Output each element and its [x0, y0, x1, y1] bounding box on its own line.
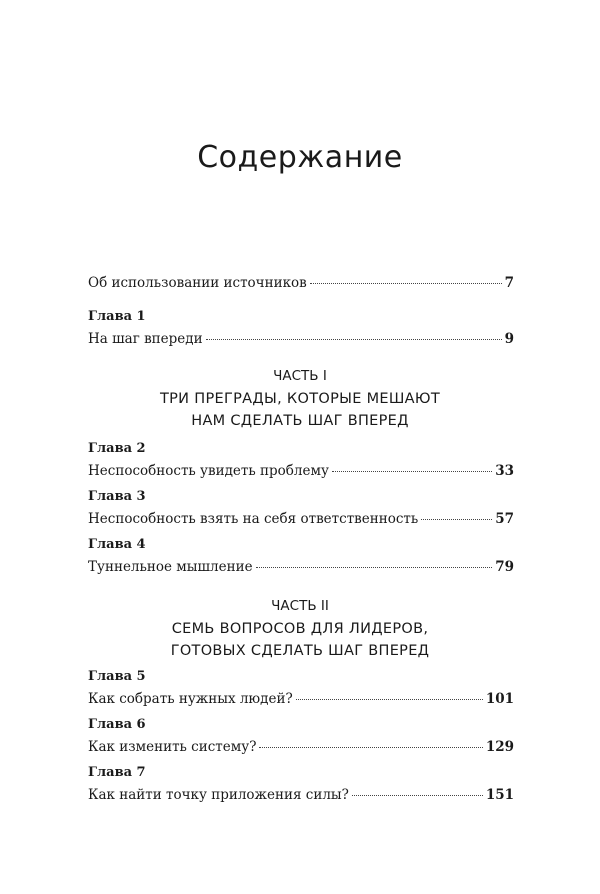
chapter-label: Глава 6	[88, 717, 146, 732]
toc-entry-title: Как собрать нужных людей?	[88, 691, 293, 707]
toc-entry-title: Неспособность увидеть проблему	[88, 463, 329, 479]
part-1-heading	[0, 366, 600, 432]
toc-entry-title: Об использовании источников	[88, 275, 307, 291]
chapter-label: Глава 5	[88, 669, 146, 684]
toc-page-number: 9	[504, 331, 514, 347]
toc-page-number: 79	[495, 559, 514, 575]
chapter-label: Глава 3	[88, 489, 146, 504]
part-2-heading	[0, 596, 600, 662]
dot-leader	[296, 698, 483, 700]
toc-page-number: 101	[485, 691, 514, 707]
toc-page-number: 151	[485, 787, 514, 803]
toc-page-number: 57	[495, 511, 514, 527]
toc-page-number: 7	[504, 275, 514, 291]
toc-entry-sources[interactable]	[88, 272, 514, 294]
toc-page-number: 129	[485, 739, 514, 755]
toc-intro	[88, 272, 514, 350]
dot-leader	[332, 470, 492, 472]
toc-entry-title: Туннельное мышление	[88, 559, 253, 575]
toc-entry-chapter-4[interactable]	[88, 534, 514, 578]
dot-leader	[206, 338, 502, 340]
dot-leader	[259, 746, 482, 748]
toc-entry-chapter-3[interactable]	[88, 486, 514, 530]
part-label: ЧАСТЬ I	[273, 368, 327, 384]
dot-leader	[310, 282, 502, 284]
part-title-line: СЕМЬ ВОПРОСОВ ДЛЯ ЛИДЕРОВ,	[171, 621, 429, 637]
dot-leader	[421, 518, 492, 520]
dot-leader	[256, 566, 493, 568]
toc-entry-chapter-2[interactable]	[88, 438, 514, 482]
chapter-label: Глава 4	[88, 537, 146, 552]
part-label: ЧАСТЬ II	[271, 598, 329, 614]
chapter-label: Глава 7	[88, 765, 146, 780]
toc-entry-title: Как найти точку приложения силы?	[88, 787, 349, 803]
part-title-line: ГОТОВЫХ СДЕЛАТЬ ШАГ ВПЕРЕД	[170, 643, 430, 659]
toc-entry-chapter-1[interactable]	[88, 306, 514, 350]
toc-entry-title: Как изменить систему?	[88, 739, 257, 755]
toc-page-number: 33	[495, 463, 514, 479]
part-title-line: ТРИ ПРЕГРАДЫ, КОТОРЫЕ МЕШАЮТ	[159, 391, 440, 407]
toc-part-1	[88, 438, 514, 578]
page-title: Содержание	[197, 140, 403, 175]
dot-leader	[352, 794, 483, 796]
toc-entry-chapter-6[interactable]	[88, 714, 514, 758]
toc-part-2	[88, 666, 514, 806]
toc-entry-chapter-5[interactable]	[88, 666, 514, 710]
part-title-line: НАМ СДЕЛАТЬ ШАГ ВПЕРЕД	[191, 413, 409, 429]
chapter-label: Глава 2	[88, 441, 146, 456]
toc-entry-title: На шаг впереди	[88, 331, 203, 347]
chapter-label: Глава 1	[88, 309, 146, 324]
toc-entry-title: Неспособность взять на себя ответственность	[88, 511, 419, 527]
toc-entry-chapter-7[interactable]	[88, 762, 514, 806]
